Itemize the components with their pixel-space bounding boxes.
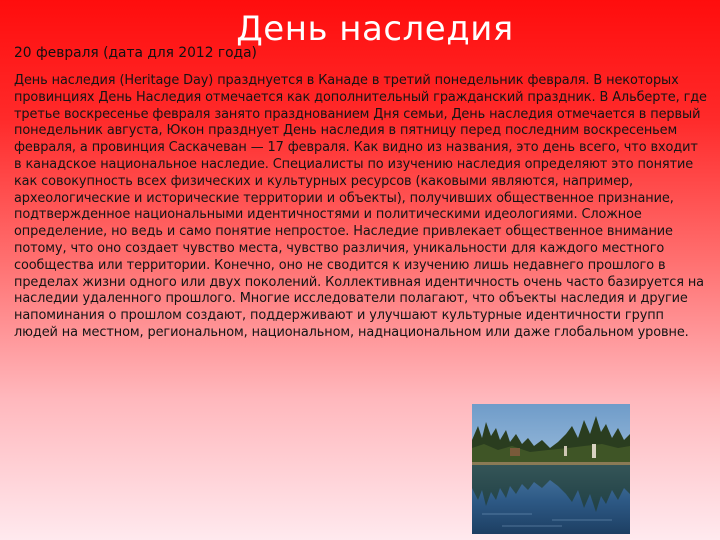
shoreline	[472, 462, 630, 465]
slide-body-text: День наследия (Heritage Day) празднуется в Канаде в третий понедельник февраля. В некоторых провинциях День Наследия отмечается как дополнительный гражданский праздник. В Альберте, где третье воскресенье февраля занято празднованием Дня семьи, День наследия отмечается в первый понедельник августа, Юкон празднует День наследия в пятницу перед последним воскресеньем февраля, а провинция Саскачеван — 17 февраля. Как видно из названия, это день всего, что входит в канадское национальное наследие. Специалисты по изучению наследия определяют это понятие как совокупность всех физических и культурных ресурсов (каковыми являются, например, археологические и исторические территории и объекты), получивших общественное признание, подтвержденное национальными идентичностями и политическими идеологиями. Сложное определение, но ведь и само понятие непростое. Наследие привлекает общественное внимание потому, что оно создает чувство места, чувство различия, уникальности для каждого местного сообщества или территории. Конечно, оно не сводится к изучению лишь недавнего прошлого в пределах жизни одного или двух поколений. Коллективная идентичность очень часто базируется на наследии удаленного прошлого. Многие исследователи полагают, что объекты наследия и другие напоминания о прошлом создают, поддерживают и улучшают культурные идентичности групп людей на местном, региональном, национальном, наднациональном или даже глобальном уровне.	[14, 73, 707, 340]
slide-subtitle: 20 февраля (дата для 2012 года)	[14, 45, 257, 61]
slide-title: День наследия	[236, 9, 514, 49]
lake-landscape-illustration	[472, 404, 630, 534]
lake-with-forest-photo	[472, 404, 630, 534]
